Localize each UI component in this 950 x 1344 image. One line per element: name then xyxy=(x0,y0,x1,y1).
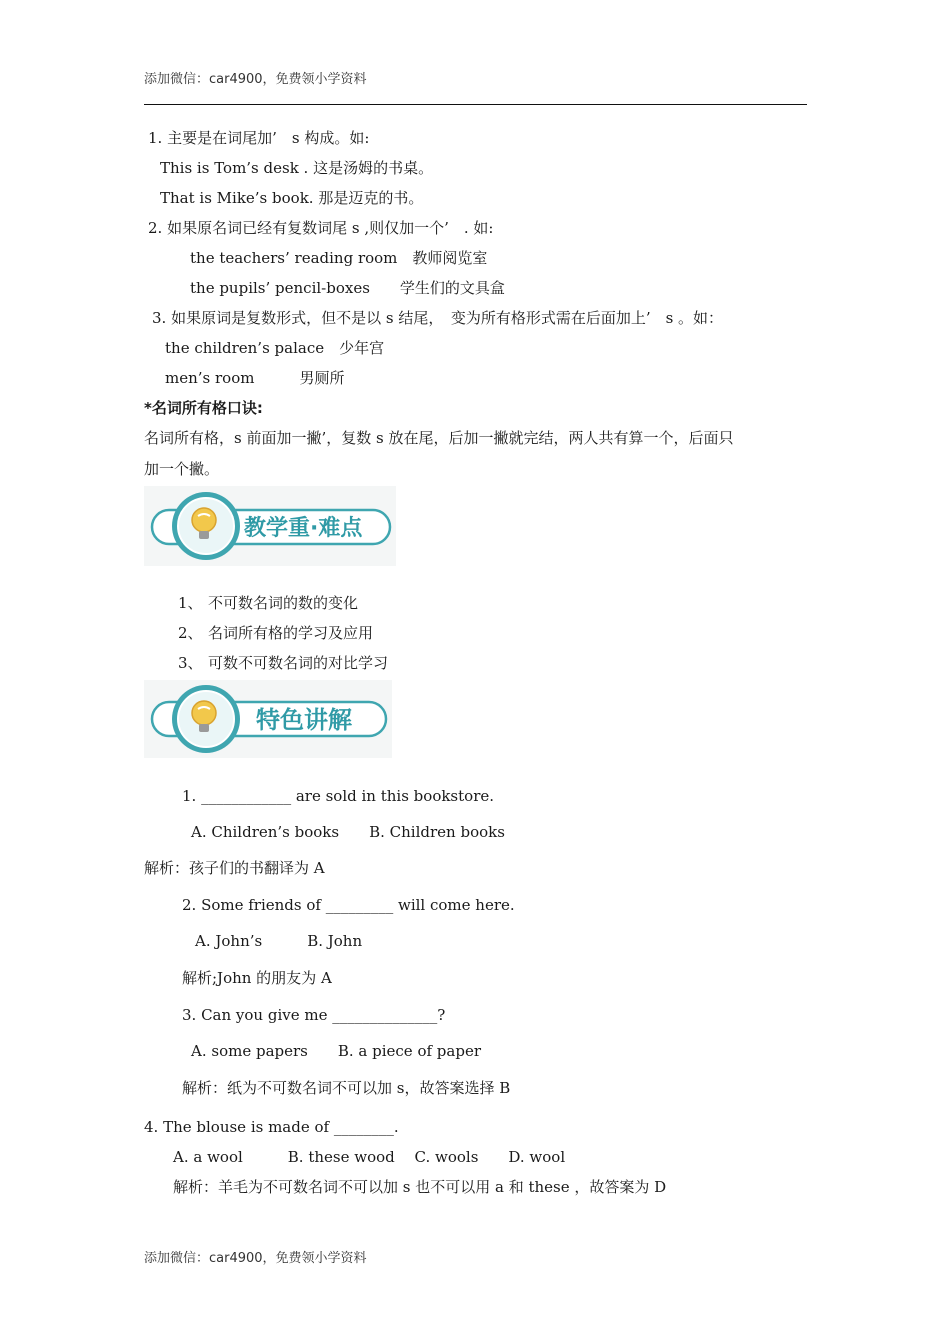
exercise-1-options: A. Children’s books B. Children books xyxy=(191,823,505,841)
exercise-4-question: 4. The blouse is made of ________. xyxy=(144,1118,399,1136)
point-3: 3、 可数不可数名词的对比学习 xyxy=(178,654,389,672)
header-divider xyxy=(144,104,807,105)
rule-1: 1. 主要是在词尾加’ s 构成。如: xyxy=(148,129,370,147)
exercise-2-question: 2. Some friends of _________ will come here. xyxy=(182,896,515,914)
exercise-3-question: 3. Can you give me ______________? xyxy=(182,1006,446,1024)
rule-2: 2. 如果原名词已经有复数词尾 s ,则仅加一个’ . 如: xyxy=(148,219,494,237)
rule-1-example-1: This is Tom’s desk . 这是汤姆的书桌。 xyxy=(160,159,434,177)
banner-key-points xyxy=(144,486,396,566)
mnemonic-line-2: 加一个撇。 xyxy=(144,460,220,478)
point-2: 2、 名词所有格的学习及应用 xyxy=(178,624,374,642)
mnemonic-line-1: 名词所有格，s 前面加一撇’，复数 s 放在尾，后加一撇就完结，两人共有算一个，后面只 xyxy=(144,429,734,447)
exercise-1-question: 1. ____________ are sold in this bookstore. xyxy=(182,787,495,805)
rule-1-example-2: That is Mike’s book. 那是迈克的书。 xyxy=(160,189,424,207)
exercise-2-options: A. John’s B. John xyxy=(195,932,363,950)
mnemonic-title: *名词所有格口诀: xyxy=(144,399,263,417)
exercise-3-answer: 解析：纸为不可数名词不可以加 s，故答案选择 B xyxy=(182,1079,511,1097)
rule-2-example-2: the pupils’ pencil-boxes 学生们的文具盒 xyxy=(190,279,505,297)
point-1: 1、 不可数名词的数的变化 xyxy=(178,594,359,612)
rule-2-example-1: the teachers’ reading room 教师阅览室 xyxy=(190,249,488,267)
exercise-3-options: A. some papers B. a piece of paper xyxy=(191,1042,481,1060)
exercise-4-answer: 解析：羊毛为不可数名词不可以加 s 也不可以用 a 和 these ，故答案为 D xyxy=(173,1178,667,1196)
banner-key-points-label: 教学重·难点 xyxy=(244,516,363,541)
exercise-1-answer: 解析：孩子们的书翻译为 A xyxy=(144,859,325,877)
rule-3-example-2: men’s room 男厕所 xyxy=(165,369,345,387)
banner-feature-explanation-label: 特色讲解 xyxy=(256,706,352,734)
page-footer: 添加微信：car4900，免费领小学资料 xyxy=(144,1251,367,1266)
exercise-4-options: A. a wool B. these wood C. wools D. wool xyxy=(173,1148,566,1166)
exercise-2-answer: 解析;John 的朋友为 A xyxy=(182,969,332,987)
rule-3: 3. 如果原词是复数形式，但不是以 s 结尾， 变为所有格形式需在后面加上’ s 。如： xyxy=(152,309,724,327)
page-header: 添加微信：car4900，免费领小学资料 xyxy=(144,72,367,87)
rule-3-example-1: the children’s palace 少年宫 xyxy=(165,339,385,357)
banner-feature-explanation xyxy=(144,680,392,758)
